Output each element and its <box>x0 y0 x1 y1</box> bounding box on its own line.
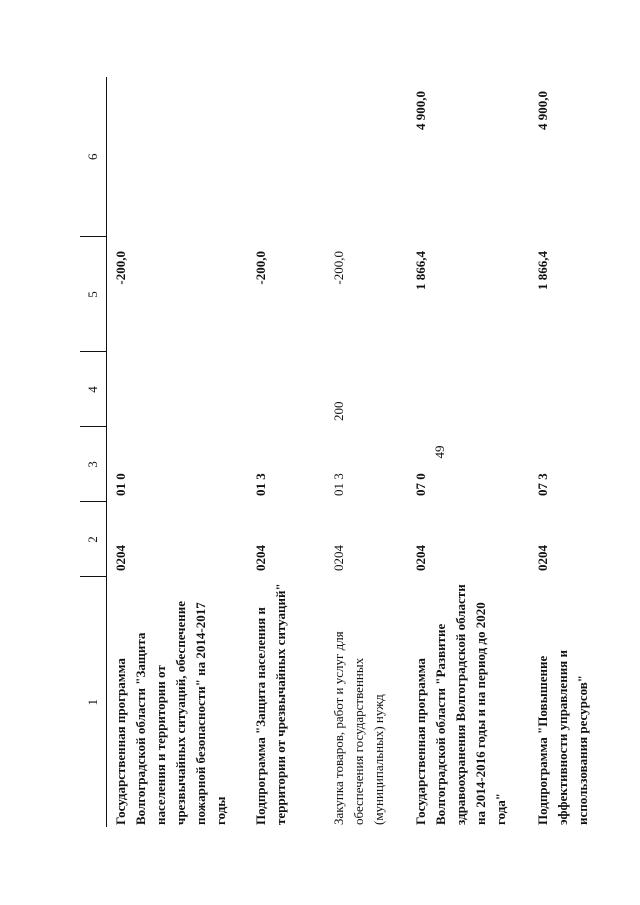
table-row <box>247 77 325 827</box>
row-section-cell: 0204 <box>113 545 128 571</box>
table-body <box>107 77 608 827</box>
row-amount-1-cell: -200,0 <box>113 251 128 285</box>
row-type-cell <box>529 352 607 427</box>
row-name-cell: Государственная программа Волгоградской области "Развитие здравоохранения Волгоградской области на 2014-2016 годы и на период до 2020 года" <box>413 584 508 825</box>
row-amount-1-cell: -200,0 <box>253 251 268 285</box>
row-section-cell: 0204 <box>413 545 428 571</box>
row-program-cell: 07 0 <box>413 473 428 496</box>
row-amount-2-cell: 4 900,0 <box>413 91 428 130</box>
table-row <box>325 77 407 827</box>
header-col-1: 1 <box>80 577 107 827</box>
row-name-cell: Государственная программа Волгоградской области "Защита населения и территории от чрезвычайных ситуаций, обеспечение пожарной безопасности" на 2014-2017 годы <box>113 600 228 825</box>
table-header <box>80 77 107 827</box>
row-section-cell: 0204 <box>253 545 268 571</box>
header-row <box>80 77 107 827</box>
row-program-cell: 01 3 <box>331 473 346 496</box>
row-section-cell: 0204 <box>535 545 550 571</box>
row-amount-2-cell <box>325 77 407 237</box>
header-col-6: 6 <box>80 77 107 237</box>
header-col-3: 3 <box>80 427 107 502</box>
header-col-5: 5 <box>80 237 107 352</box>
row-amount-2-cell: 4 900,0 <box>535 91 550 130</box>
row-section-cell: 0204 <box>331 545 346 571</box>
row-amount-1-cell: -200,0 <box>331 251 346 285</box>
row-type-cell: 200 <box>331 401 346 421</box>
row-amount-1-cell: 1 866,4 <box>413 251 428 290</box>
row-type-cell <box>247 352 325 427</box>
row-amount-1-cell: 1 866,4 <box>535 251 550 290</box>
table-row <box>529 77 607 827</box>
rotated-table-region <box>80 77 590 827</box>
header-col-2: 2 <box>80 502 107 577</box>
row-amount-2-cell <box>107 77 248 237</box>
row-amount-2-cell <box>247 77 325 237</box>
table-row <box>407 77 529 827</box>
row-program-cell: 01 0 <box>113 473 128 496</box>
row-name-cell: Подпрограмма "Защита населения и территории от чрезвычайных ситуаций" <box>253 583 288 825</box>
row-program-cell: 01 3 <box>253 473 268 496</box>
header-col-4: 4 <box>80 352 107 427</box>
row-name-cell: Закупка товаров, работ и услуг для обеспечения государственных (муниципальных) нужд <box>331 631 386 825</box>
page-number: 49 <box>432 445 447 459</box>
row-program-cell: 07 3 <box>535 473 550 496</box>
row-name-cell: Подпрограмма "Повышение эффективности управления и использования ресурсов" <box>535 650 590 825</box>
table-row <box>107 77 248 827</box>
row-type-cell <box>407 352 529 427</box>
budget-table <box>80 77 607 827</box>
row-type-cell <box>107 352 248 427</box>
